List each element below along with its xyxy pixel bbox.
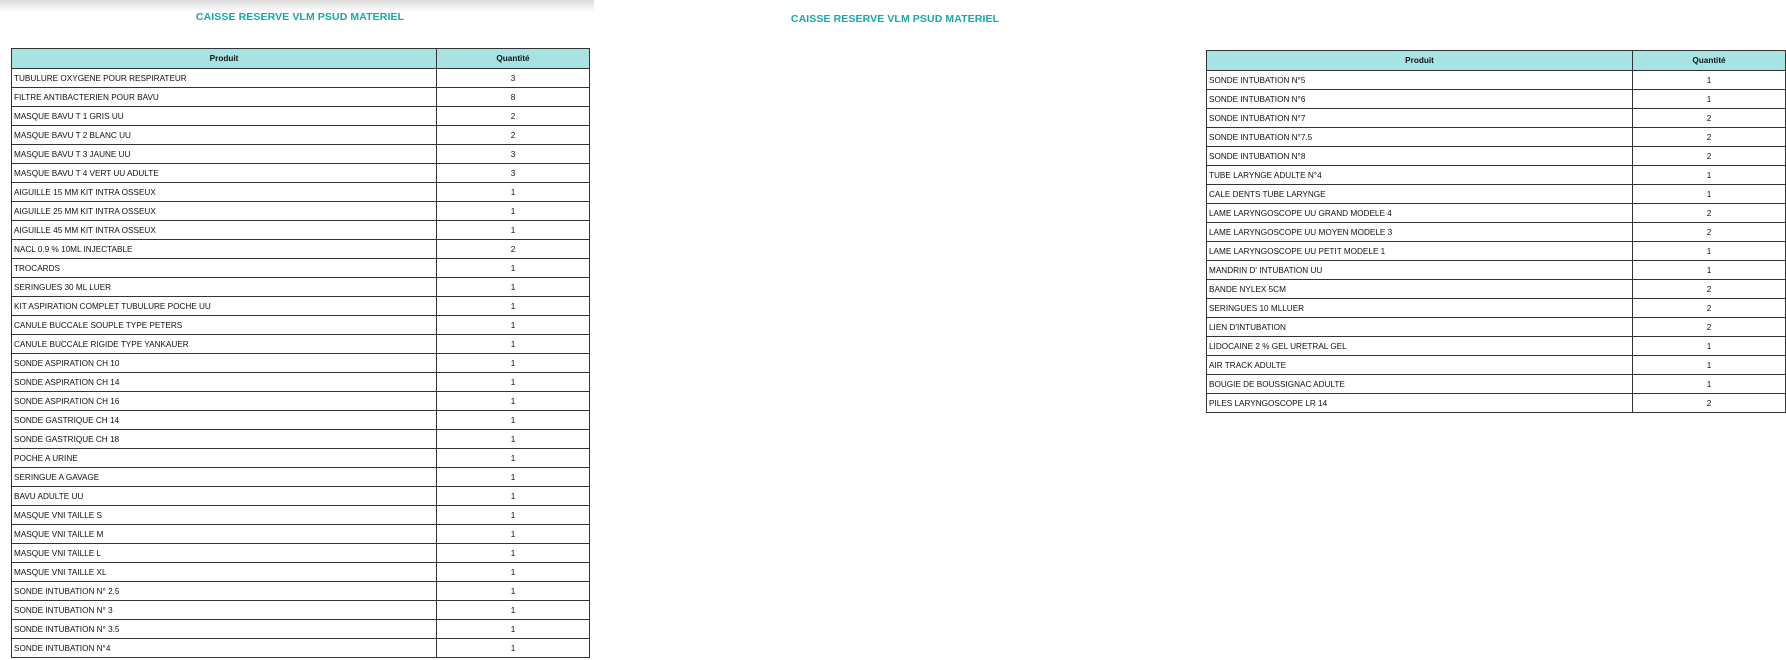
table-row xyxy=(12,297,590,316)
quantity-cell: 2 xyxy=(437,240,590,259)
table-row xyxy=(12,563,590,582)
product-cell: FILTRE ANTIBACTERIEN POUR BAVU xyxy=(12,88,437,107)
table-row xyxy=(1207,394,1786,413)
table-row xyxy=(1207,261,1786,280)
table-header-row xyxy=(12,49,590,69)
product-cell: NACL 0.9 % 10ML INJECTABLE xyxy=(12,240,437,259)
product-cell: SONDE ASPIRATION CH 10 xyxy=(12,354,437,373)
column-header-quantity: Quantité xyxy=(1633,51,1786,71)
quantity-cell: 2 xyxy=(1633,223,1786,242)
document-page-right xyxy=(600,0,1726,660)
quantity-cell: 1 xyxy=(1633,375,1786,394)
quantity-cell: 1 xyxy=(1633,356,1786,375)
table-row xyxy=(12,430,590,449)
table-row xyxy=(12,354,590,373)
product-cell: SONDE INTUBATION N°7 xyxy=(1207,109,1633,128)
quantity-cell: 1 xyxy=(437,297,590,316)
quantity-cell: 1 xyxy=(437,259,590,278)
table-row xyxy=(12,449,590,468)
table-row xyxy=(1207,185,1786,204)
product-cell: SERINGUE A GAVAGE xyxy=(12,468,437,487)
column-header-product: Produit xyxy=(12,49,437,69)
quantity-cell: 2 xyxy=(1633,318,1786,337)
document-page-left xyxy=(0,0,594,660)
product-cell: SERINGUES 30 ML LUER xyxy=(12,278,437,297)
quantity-cell: 1 xyxy=(1633,261,1786,280)
quantity-cell: 1 xyxy=(437,582,590,601)
table-row xyxy=(12,69,590,88)
table-row xyxy=(1207,375,1786,394)
table-row xyxy=(12,468,590,487)
product-cell: CALE DENTS TUBE LARYNGE xyxy=(1207,185,1633,204)
product-cell: LAME LARYNGOSCOPE UU GRAND MODELE 4 xyxy=(1207,204,1633,223)
quantity-cell: 1 xyxy=(437,202,590,221)
table-row xyxy=(12,202,590,221)
table-row xyxy=(12,240,590,259)
quantity-cell: 2 xyxy=(1633,128,1786,147)
product-cell: LIDOCAINE 2 % GEL URETRAL GEL xyxy=(1207,337,1633,356)
table-row xyxy=(1207,90,1786,109)
table-row xyxy=(12,164,590,183)
table-row xyxy=(12,259,590,278)
table-row xyxy=(1207,337,1786,356)
quantity-cell: 2 xyxy=(437,107,590,126)
quantity-cell: 2 xyxy=(1633,204,1786,223)
quantity-cell: 1 xyxy=(1633,242,1786,261)
quantity-cell: 1 xyxy=(1633,185,1786,204)
product-cell: SONDE INTUBATION N°7.5 xyxy=(1207,128,1633,147)
product-cell: AIGUILLE 45 MM KIT INTRA OSSEUX xyxy=(12,221,437,240)
quantity-cell: 3 xyxy=(437,145,590,164)
table-row xyxy=(12,601,590,620)
table-row xyxy=(1207,109,1786,128)
quantity-cell: 2 xyxy=(437,126,590,145)
quantity-cell: 1 xyxy=(437,487,590,506)
quantity-cell: 1 xyxy=(437,221,590,240)
table-row xyxy=(1207,204,1786,223)
table-row xyxy=(12,278,590,297)
table-row xyxy=(12,506,590,525)
table-row xyxy=(12,335,590,354)
quantity-cell: 1 xyxy=(1633,337,1786,356)
product-cell: MASQUE VNI TAILLE XL xyxy=(12,563,437,582)
table-row xyxy=(12,487,590,506)
page-title: CAISSE RESERVE VLM PSUD MATERIEL xyxy=(195,11,405,23)
product-cell: TROCARDS xyxy=(12,259,437,278)
quantity-cell: 1 xyxy=(437,601,590,620)
table-row xyxy=(1207,71,1786,90)
quantity-cell: 1 xyxy=(437,639,590,658)
quantity-cell: 2 xyxy=(1633,394,1786,413)
quantity-cell: 1 xyxy=(1633,90,1786,109)
quantity-cell: 1 xyxy=(437,563,590,582)
table-row xyxy=(1207,166,1786,185)
quantity-cell: 1 xyxy=(437,373,590,392)
product-cell: AIGUILLE 25 MM KIT INTRA OSSEUX xyxy=(12,202,437,221)
product-cell: SONDE GASTRIQUE CH 18 xyxy=(12,430,437,449)
quantity-cell: 1 xyxy=(437,278,590,297)
quantity-cell: 1 xyxy=(437,411,590,430)
product-cell: SONDE INTUBATION N° 3 xyxy=(12,601,437,620)
quantity-cell: 1 xyxy=(437,430,590,449)
product-cell: TUBULURE OXYGENE POUR RESPIRATEUR xyxy=(12,69,437,88)
product-cell: MASQUE BAVU T 3 JAUNE UU xyxy=(12,145,437,164)
table-row xyxy=(12,221,590,240)
product-cell: LIEN D'INTUBATION xyxy=(1207,318,1633,337)
product-cell: SONDE INTUBATION N°8 xyxy=(1207,147,1633,166)
product-cell: SONDE INTUBATION N° 2.5 xyxy=(12,582,437,601)
quantity-cell: 3 xyxy=(437,69,590,88)
product-cell: AIR TRACK ADULTE xyxy=(1207,356,1633,375)
table-body xyxy=(1207,71,1786,413)
quantity-cell: 1 xyxy=(437,544,590,563)
product-cell: MANDRIN D' INTUBATION UU xyxy=(1207,261,1633,280)
product-cell: SONDE INTUBATION N°5 xyxy=(1207,71,1633,90)
quantity-cell: 1 xyxy=(437,316,590,335)
table-row xyxy=(12,145,590,164)
product-cell: CANULE BUCCALE SOUPLE TYPE PETERS xyxy=(12,316,437,335)
quantity-cell: 3 xyxy=(437,164,590,183)
product-cell: LAME LARYNGOSCOPE UU PETIT MODELE 1 xyxy=(1207,242,1633,261)
quantity-cell: 1 xyxy=(437,183,590,202)
product-cell: TUBE LARYNGE ADULTE N°4 xyxy=(1207,166,1633,185)
quantity-cell: 1 xyxy=(1633,166,1786,185)
product-cell: AIGUILLE 15 MM KIT INTRA OSSEUX xyxy=(12,183,437,202)
table-row xyxy=(12,582,590,601)
product-cell: BANDE NYLEX 5CM xyxy=(1207,280,1633,299)
product-cell: MASQUE BAVU T 1 GRIS UU xyxy=(12,107,437,126)
table-row xyxy=(12,316,590,335)
product-cell: MASQUE VNI TAILLE L xyxy=(12,544,437,563)
product-cell: CANULE BUCCALE RIGIDE TYPE YANKAUER xyxy=(12,335,437,354)
quantity-cell: 1 xyxy=(437,449,590,468)
table-body xyxy=(12,69,590,658)
table-row xyxy=(12,373,590,392)
table-row xyxy=(1207,299,1786,318)
product-cell: SONDE INTUBATION N°6 xyxy=(1207,90,1633,109)
table-row xyxy=(1207,356,1786,375)
table-row xyxy=(12,544,590,563)
product-cell: SONDE ASPIRATION CH 14 xyxy=(12,373,437,392)
inventory-table-right xyxy=(1206,50,1786,413)
table-row xyxy=(12,126,590,145)
quantity-cell: 1 xyxy=(437,354,590,373)
quantity-cell: 1 xyxy=(437,335,590,354)
table-row xyxy=(12,411,590,430)
quantity-cell: 1 xyxy=(437,392,590,411)
table-row xyxy=(12,620,590,639)
quantity-cell: 2 xyxy=(1633,280,1786,299)
table-row xyxy=(12,88,590,107)
table-header-row xyxy=(1207,51,1786,71)
column-header-quantity: Quantité xyxy=(437,49,590,69)
product-cell: SONDE GASTRIQUE CH 14 xyxy=(12,411,437,430)
quantity-cell: 2 xyxy=(1633,147,1786,166)
quantity-cell: 1 xyxy=(437,506,590,525)
product-cell: SONDE INTUBATION N° 3.5 xyxy=(12,620,437,639)
quantity-cell: 2 xyxy=(1633,299,1786,318)
quantity-cell: 8 xyxy=(437,88,590,107)
product-cell: SONDE INTUBATION N°4 xyxy=(12,639,437,658)
product-cell: PILES LARYNGOSCOPE LR 14 xyxy=(1207,394,1633,413)
table-row xyxy=(1207,147,1786,166)
table-row xyxy=(12,639,590,658)
table-row xyxy=(1207,318,1786,337)
table-row xyxy=(1207,280,1786,299)
product-cell: SERINGUES 10 MLLUER xyxy=(1207,299,1633,318)
product-cell: LAME LARYNGOSCOPE UU MOYEN MODELE 3 xyxy=(1207,223,1633,242)
page-title: CAISSE RESERVE VLM PSUD MATERIEL xyxy=(790,13,1000,25)
product-cell: POCHE A URINE xyxy=(12,449,437,468)
product-cell: MASQUE VNI TAILLE M xyxy=(12,525,437,544)
table-row xyxy=(12,107,590,126)
quantity-cell: 1 xyxy=(437,468,590,487)
quantity-cell: 1 xyxy=(437,525,590,544)
quantity-cell: 2 xyxy=(1633,109,1786,128)
quantity-cell: 1 xyxy=(1633,71,1786,90)
inventory-table-left xyxy=(11,48,590,658)
table-row xyxy=(12,183,590,202)
product-cell: KIT ASPIRATION COMPLET TUBULURE POCHE UU xyxy=(12,297,437,316)
quantity-cell: 1 xyxy=(437,620,590,639)
product-cell: MASQUE BAVU T 2 BLANC UU xyxy=(12,126,437,145)
table-row xyxy=(12,392,590,411)
table-row xyxy=(1207,128,1786,147)
product-cell: BAVU ADULTE UU xyxy=(12,487,437,506)
table-row xyxy=(1207,242,1786,261)
table-row xyxy=(12,525,590,544)
product-cell: MASQUE VNI TAILLE S xyxy=(12,506,437,525)
product-cell: SONDE ASPIRATION CH 16 xyxy=(12,392,437,411)
column-header-product: Produit xyxy=(1207,51,1633,71)
table-row xyxy=(1207,223,1786,242)
product-cell: BOUGIE DE BOUSSIGNAC ADULTE xyxy=(1207,375,1633,394)
product-cell: MASQUE BAVU T 4 VERT UU ADULTE xyxy=(12,164,437,183)
